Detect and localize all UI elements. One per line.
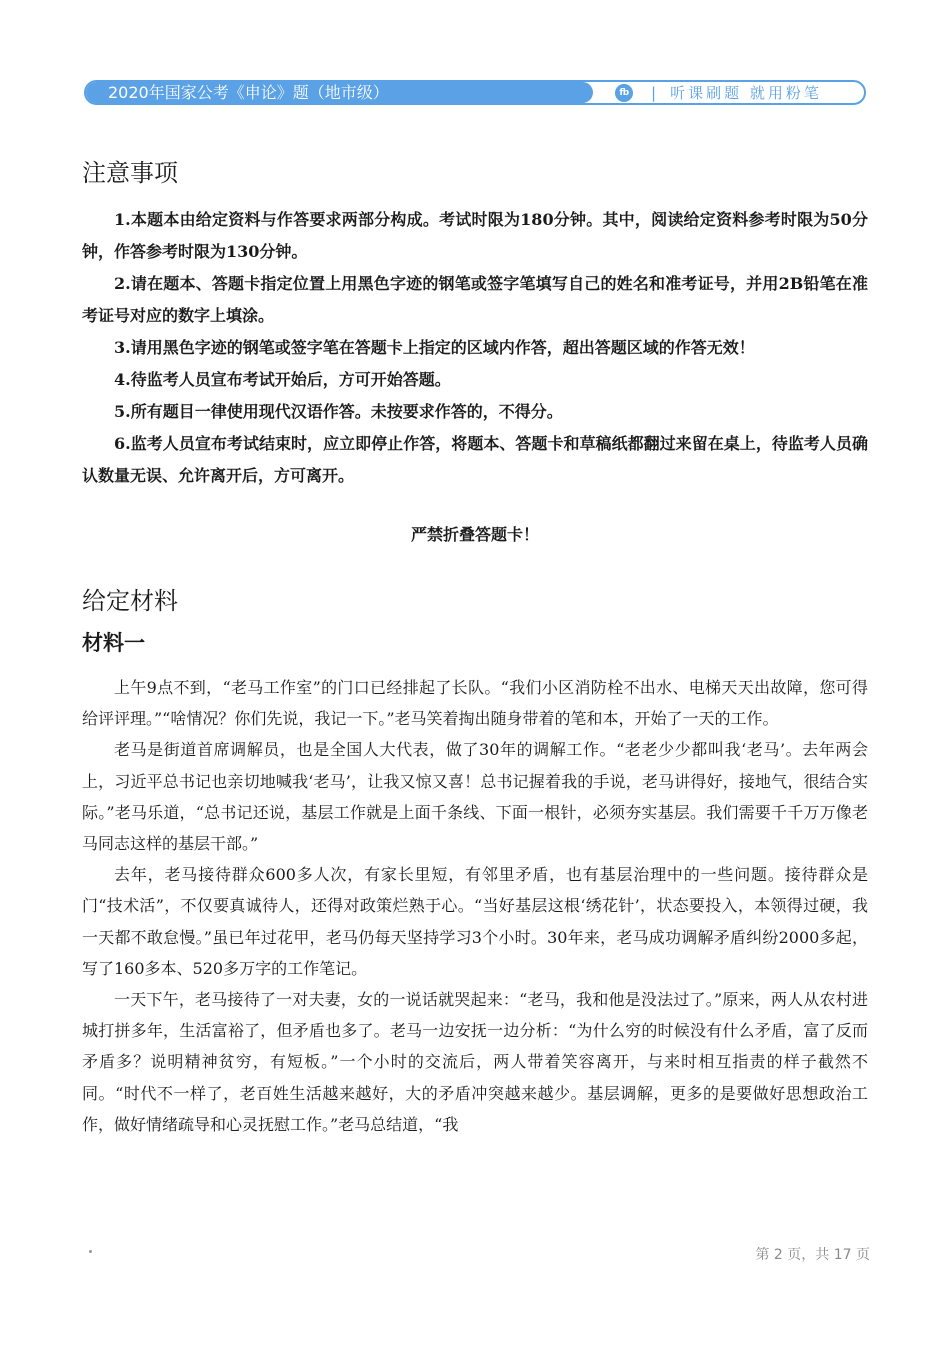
notice-item: 3.请用黑色字迹的钢笔或签字笔在答题卡上指定的区域内作答，超出答题区域的作答无效！ [114,338,755,357]
brand-slogan: 听课刷题 就用粉笔 [670,84,822,102]
material-paragraph: 去年，老马接待群众600多人次，有家长里短，有邻里矛盾，也有基层治理中的一些问题。接待群众是门“技术活”，不仅要真诚待人，还得对政策烂熟于心。“当好基层这根‘绣花针’，状态要投入，本领得过硬，我一天都不敢怠慢。”虽已年过花甲，老马仍每天坚持学习3个小时。30年来，老马成功调解矛盾纠纷2000多起，写了160多本、520多万字的工作笔记。 [82,865,868,978]
brand-area [593,82,864,103]
notice-list [82,204,868,492]
footer-dot [89,1250,92,1253]
material-paragraph: 上午9点不到，“老马工作室”的门口已经排起了长队。“我们小区消防栓不出水、电梯天天出故障，您可得给评评理。”“啥情况？你们先说，我记一下。”老马笑着掏出随身带着的笔和本，开始了一天的工作。 [82,678,868,729]
notice-title: 注意事项 [82,159,178,187]
material-body [82,672,868,1140]
notice-item: 2.请在题本、答题卡指定位置上用黑色字迹的钢笔或签字笔填写自己的姓名和准考证号，并用2B铅笔在准考证号对应的数字上填涂。 [82,274,868,325]
fenbi-logo-icon: fb [615,84,633,102]
material-section-title: 材料一 [82,631,145,655]
notice-item: 1.本题本由给定资料与作答要求两部分构成。考试时限为180分钟。其中，阅读给定资料参考时限为50分钟，作答参考时限为130分钟。 [82,210,868,261]
warning-text: 严禁折叠答题卡！ [410,525,539,544]
page-number: 第 2 页，共 17 页 [755,1247,870,1263]
materials-title: 给定材料 [82,587,178,615]
notice-item: 6.监考人员宣布考试结束时，应立即停止作答，将题本、答题卡和草稿纸都翻过来留在桌上，待监考人员确认数量无误、允许离开后，方可离开。 [82,434,868,485]
header-separator: | [651,83,657,102]
exam-title: 2020年国家公考《申论》题（地市级） [86,82,593,103]
document-header [84,80,866,105]
notice-item: 4.待监考人员宣布考试开始后，方可开始答题。 [114,370,451,389]
material-paragraph: 老马是街道首席调解员，也是全国人大代表，做了30年的调解工作。“老老少少都叫我‘老马’。去年两会上，习近平总书记也亲切地喊我‘老马’，让我又惊又喜！总书记握着我的手说，老马讲得好，接地气，很结合实际。”老马乐道，“总书记还说，基层工作就是上面千条线、下面一根针，必须夯实基层。我们需要千千万万像老马同志这样的基层干部。” [82,740,868,854]
notice-item: 5.所有题目一律使用现代汉语作答。未按要求作答的，不得分。 [114,402,563,421]
material-paragraph: 一天下午，老马接待了一对夫妻，女的一说话就哭起来：“老马，我和他是没法过了。”原来，两人从农村进城打拼多年，生活富裕了，但矛盾也多了。老马一边安抚一边分析：“为什么穷的时候没有什么矛盾，富了反而矛盾多？说明精神贫穷，有短板。”一个小时的交流后，两人带着笑容离开，与来时相互指责的样子截然不同。“时代不一样了，老百姓生活越来越好，大的矛盾冲突越来越少。基层调解，更多的是要做好思想政治工作，做好情绪疏导和心灵抚慰工作。”老马总结道，“我 [82,990,868,1134]
